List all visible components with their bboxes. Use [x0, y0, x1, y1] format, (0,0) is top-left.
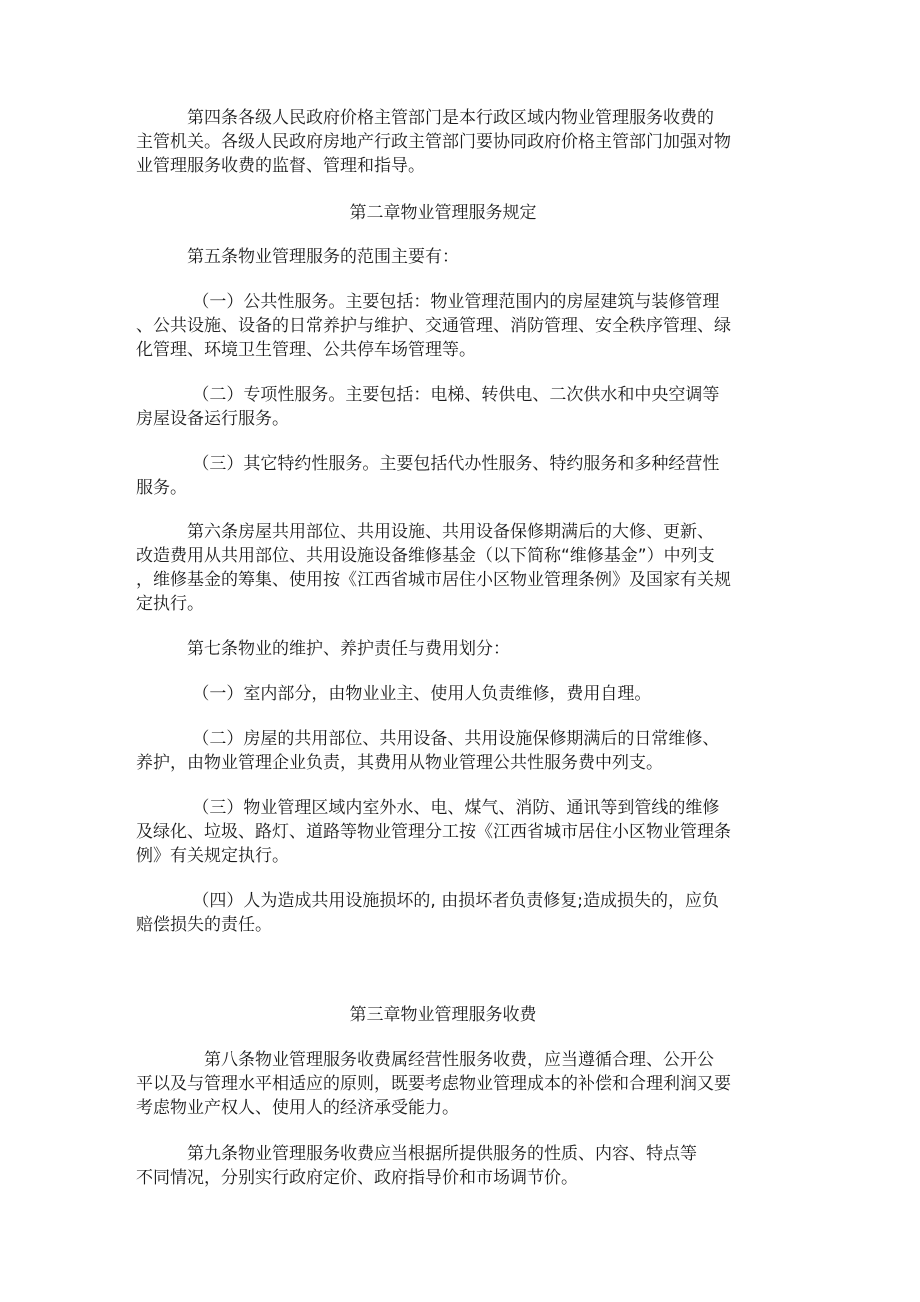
chapter-2-heading: 第二章物业管理服务规定: [349, 203, 537, 223]
article-7-item-4: （四）人为造成共用设施损坏的, 由损坏者负责修复;造成损失的，应负 赔偿损失的责任。: [136, 891, 719, 935]
article-7: 第七条物业的维护、养护责任与费用划分：: [136, 639, 510, 659]
article-5-item-1: （一）公共性服务。主要包括：物业管理范围内的房屋建筑与装修管理 、公共设施、设备的日常养护与维护、交通管理、消防管理、安全秩序管理、绿 化管理、环境卫生管理、公共停车场管理等。: [136, 292, 731, 360]
article-5-item-2: （二）专项性服务。主要包括：电梯、转供电、二次供水和中央空调等 房屋设备运行服务。: [136, 385, 720, 429]
chapter-3-heading: 第三章物业管理服务收费: [349, 1005, 537, 1025]
article-6: 第六条房屋共用部位、共用设施、共用设备保修期满后的大修、更新、 改造费用从共用部位、共用设施设备维修基金（以下简称“维修基金”）中列支 ，维修基金的筹集、使用按《江西省城市居住小区物业管理条例》及国家有关规 定执行。: [136, 522, 731, 614]
article-7-item-3: （三）物业管理区域内室外水、电、煤气、消防、通讯等到管线的维修 及绿化、垃圾、路灯、道路等物业管理分工按《江西省城市居住小区物业管理条 例》有关规定执行。: [136, 798, 731, 866]
article-5: 第五条物业管理服务的范围主要有：: [136, 247, 459, 267]
article-9: 第九条物业管理服务收费应当根据所提供服务的性质、内容、特点等 不同情况，分别实行政府定价、政府指导价和市场调节价。: [136, 1144, 697, 1188]
article-4: 第四条各级人民政府价格主管部门是本行政区域内物业管理服务收费的 主管机关。各级人民政府房地产行政主管部门要协同政府价格主管部门加强对物 业管理服务收费的监督、管理和指导。: [136, 108, 731, 176]
article-7-item-1: （一）室内部分，由物业业主、使用人负责维修，费用自理。: [136, 684, 652, 704]
article-7-item-2: （二）房屋的共用部位、共用设备、共用设施保修期满后的日常维修、 养护，由物业管理企业负责，其费用从物业管理公共性服务费中列支。: [136, 729, 720, 773]
article-8: 第八条物业管理服务收费属经营性服务收费，应当遵循合理、公开公 平以及与管理水平相适应的原则，既要考虑物业管理成本的补偿和合理利润又要 考虑物业产权人、使用人的经济承受能力。: [136, 1050, 731, 1118]
article-5-item-3: （三）其它特约性服务。主要包括代办性服务、特约服务和多种经营性 服务。: [136, 454, 720, 498]
